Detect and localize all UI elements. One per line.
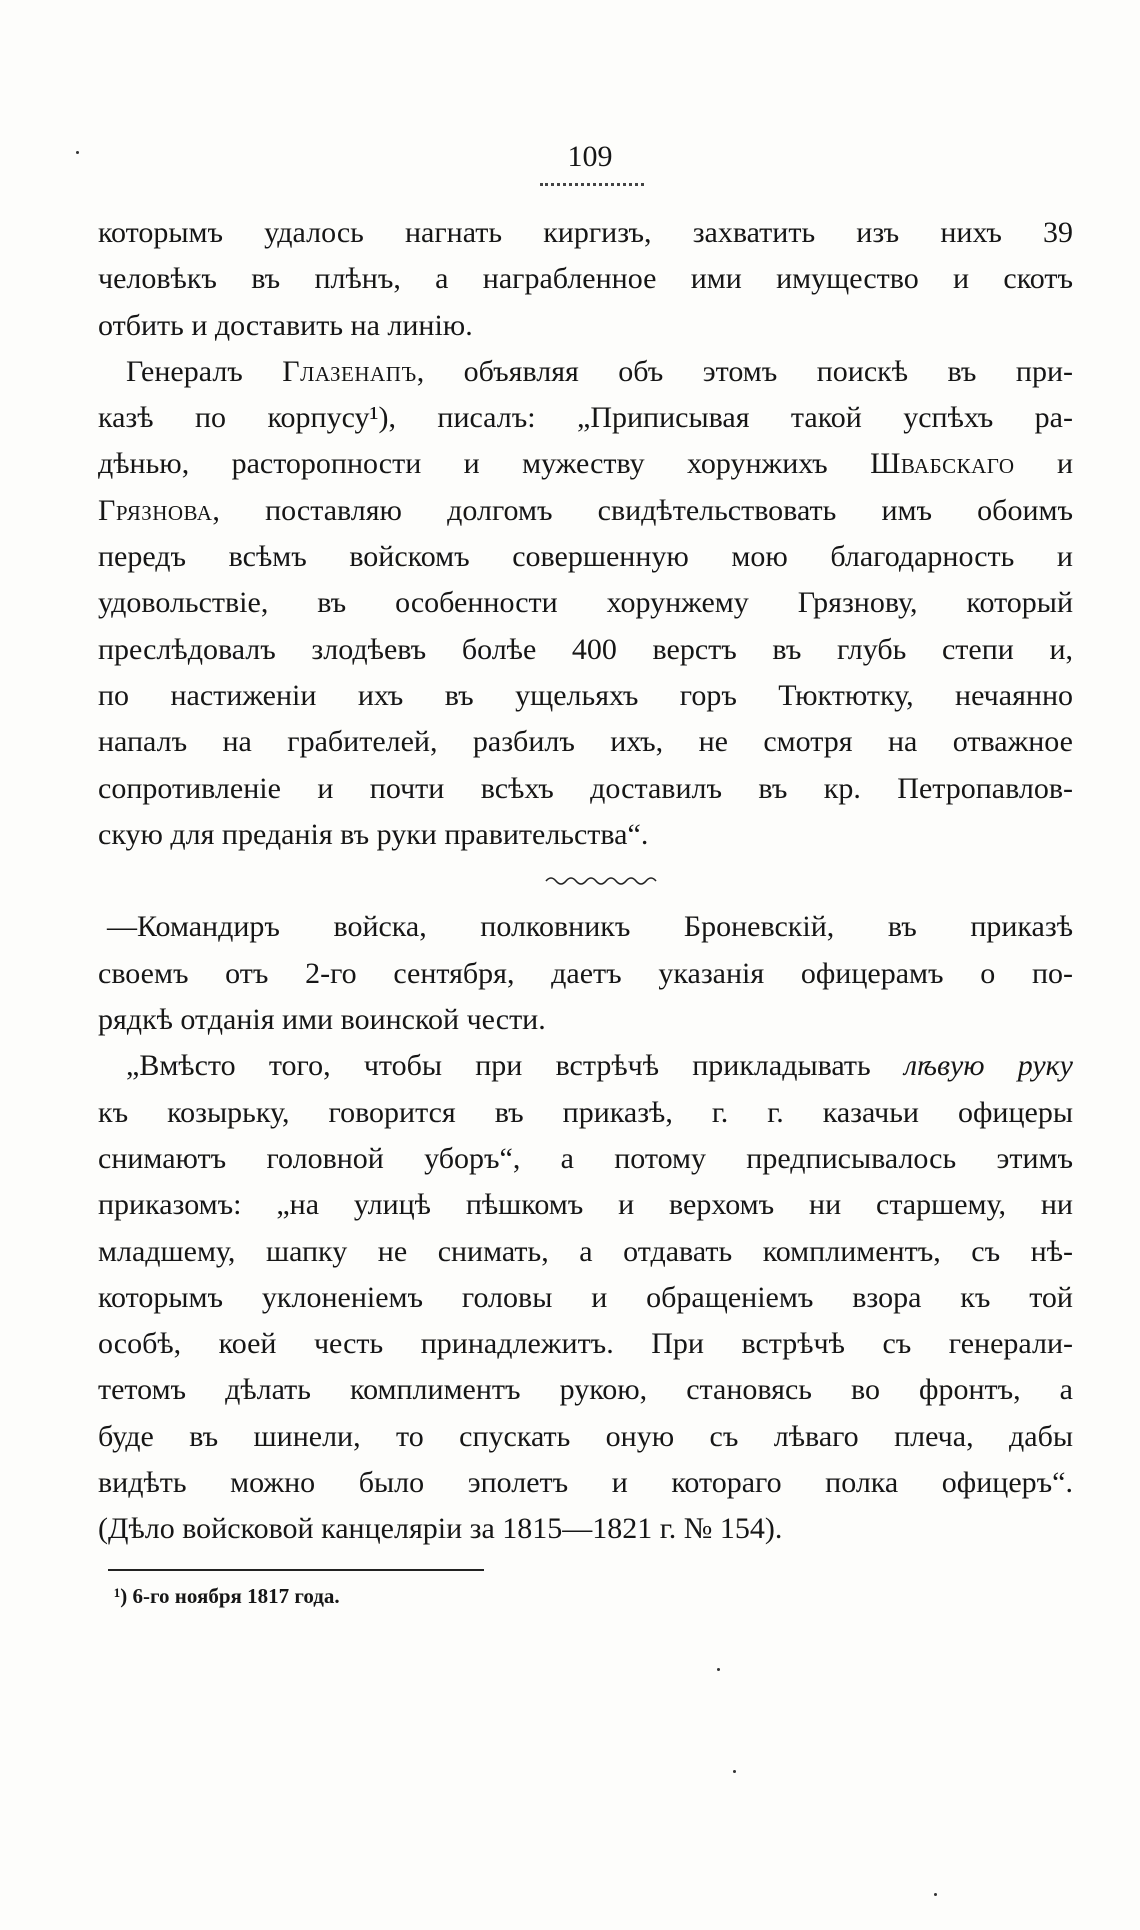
text-line — [98, 488, 1073, 534]
small-caps-name: Глазенапъ — [282, 354, 417, 388]
wavy-ornament-icon — [545, 874, 657, 886]
line-text: Генералъ — [126, 354, 283, 388]
line-text: и — [1014, 447, 1073, 481]
text-line: которымъ уклоненіемъ головы и обращеніемъ взора къ той — [98, 1280, 1073, 1314]
text-line: отбить и доставить на линію. — [98, 308, 473, 342]
text-line: по настиженіи ихъ въ ущельяхъ горъ Тюктютку, нечаянно — [98, 678, 1073, 712]
text-line: удовольствіе, въ особенности хорунжему Грязнову, который — [98, 586, 1073, 620]
scan-speck — [76, 151, 79, 154]
text-line: сопротивленіе и почти всѣхъ доставилъ въ кр. Петропавлов- — [98, 771, 1073, 805]
text-line: буде въ шинели, то спускать оную съ лѣваго плеча, дабы — [98, 1419, 1073, 1453]
text-line: приказомъ: „на улицѣ пѣшкомъ и верхомъ ни старшему, ни — [98, 1188, 1073, 1222]
text-line: особѣ, коей честь принадлежитъ. При встрѣчѣ съ генерали- — [98, 1327, 1073, 1361]
text-line — [98, 441, 1073, 487]
scan-speck — [733, 1770, 736, 1773]
small-caps-name: Грязнова — [98, 493, 213, 527]
text-line: (Дѣло войсковой канцеляріи за 1815—1821 г. № 154). — [98, 1512, 783, 1546]
text-line: человѣкъ въ плѣнъ, а награбленное ими имущество и скотъ — [98, 262, 1073, 296]
small-caps-name: Швабскаго — [870, 447, 1015, 481]
text-line: младшему, шапку не снимать, а отдавать комплиментъ, съ нѣ- — [98, 1234, 1073, 1268]
scan-speck — [934, 1893, 937, 1896]
page-number: 109 — [567, 140, 613, 173]
footnote: ¹) 6-го ноября 1817 года. — [114, 1584, 340, 1608]
line-text: , объявляя объ этомъ поискѣ въ при- — [416, 354, 1073, 388]
text-line: —Командиръ войска, полковникъ Броневскій, въ приказѣ — [107, 910, 1073, 944]
section-ornament — [98, 858, 1073, 904]
text-line: скую для преданія въ руки правительства“. — [98, 817, 649, 851]
text-line: рядкѣ отданія ими воинской чести. — [98, 1003, 546, 1037]
footnote-rule — [108, 1569, 484, 1571]
text-line: своемъ отъ 2-го сентября, даетъ указанія офицерамъ о по- — [98, 956, 1073, 990]
scan-speck — [717, 1668, 720, 1671]
text-line: снимаютъ головной уборъ“, а потому предписывалось этимъ — [98, 1141, 1073, 1175]
page-number-underline — [540, 183, 644, 186]
line-text: дѣнью, расторопности и мужеству хорунжихъ — [98, 447, 871, 481]
text-line: къ козырьку, говорится въ приказѣ, г. г. казачьи офицеры — [98, 1095, 1073, 1129]
text-line: которымъ удалось нагнать киргизъ, захватить изъ нихъ 39 — [98, 216, 1073, 249]
text-line: видѣть можно было эполетъ и котораго полка офицеръ“. — [98, 1466, 1073, 1500]
line-text: „Вмѣсто того, чтобы при встрѣчѣ прикладывать — [126, 1049, 904, 1083]
line-text: , поставляю долгомъ свидѣтельствовать имъ обоимъ — [212, 493, 1073, 527]
text-line: казѣ по корпусу¹), писалъ: „Приписывая такой успѣхъ ра- — [98, 401, 1073, 435]
text-line: тетомъ дѣлать комплиментъ рукою, становясь во фронтъ, а — [98, 1373, 1073, 1407]
text-line: напалъ на грабителей, разбилъ ихъ, не смотря на отважное — [98, 725, 1073, 759]
text-line — [98, 349, 1073, 395]
text-line: передъ всѣмъ войскомъ совершенную мою благодарность и — [98, 540, 1073, 574]
body-text — [98, 210, 1073, 1553]
italic-emphasis: лѣвую руку — [903, 1049, 1073, 1083]
text-line: преслѣдовалъ злодѣевъ болѣе 400 верстъ въ глубь степи и, — [98, 632, 1073, 666]
text-line — [98, 1043, 1073, 1089]
